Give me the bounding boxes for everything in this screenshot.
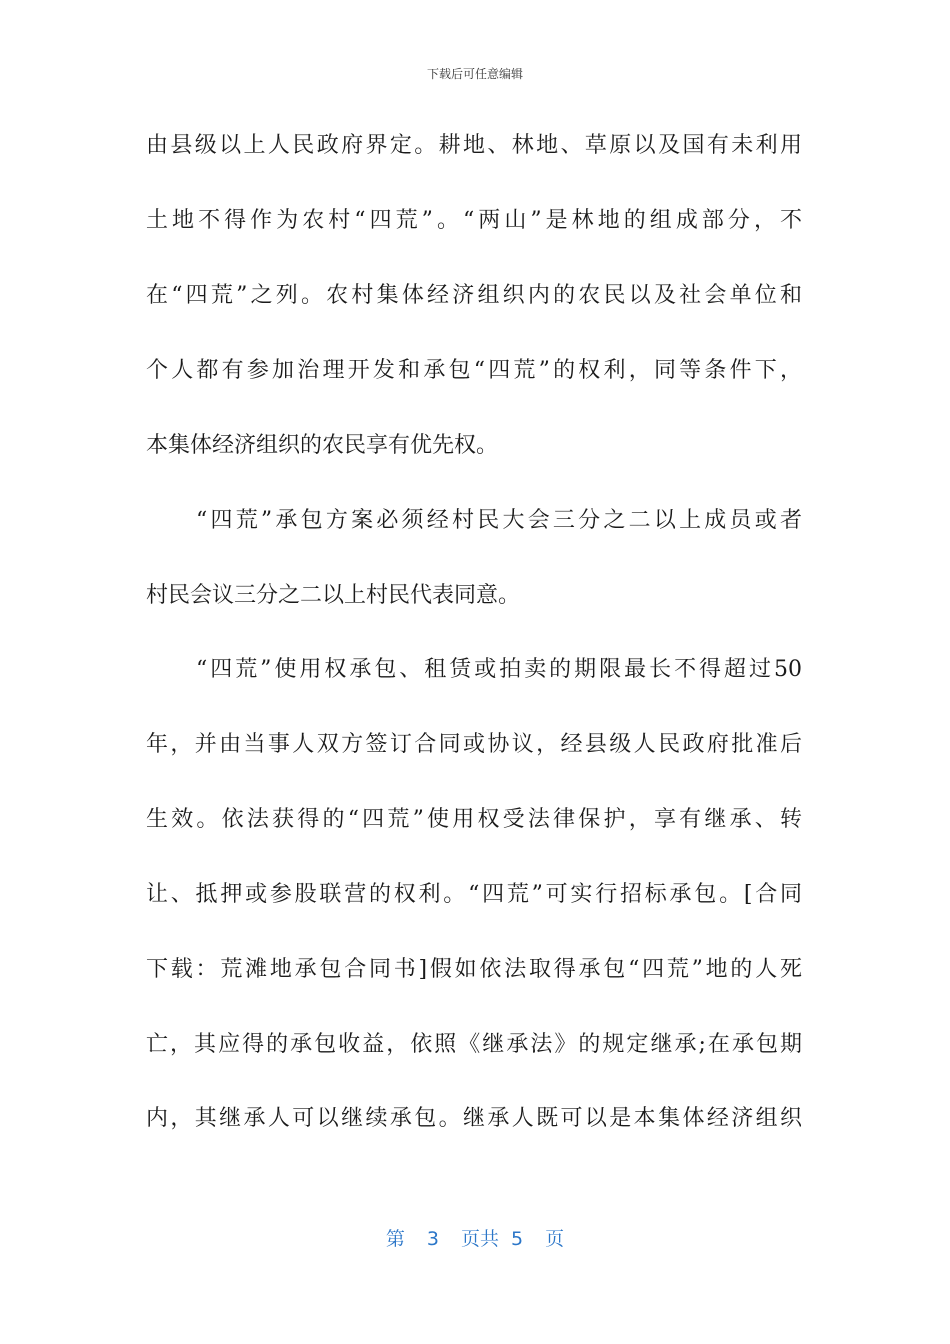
page-middle: 页共: [460, 1228, 499, 1250]
body-line: 村民会议三分之二以上村民代表同意。: [146, 583, 521, 608]
page-footer: [0, 1226, 950, 1252]
body-line: 由县级以上人民政府界定。耕地、林地、草原以及国有未利用: [146, 133, 802, 158]
body-line: 让、抵押或参股联营的权利。“四荒”可实行招标承包。[合同: [146, 882, 802, 907]
body-line: 土地不得作为农村“四荒”。“两山”是林地的组成部分，不: [146, 208, 802, 233]
body-line: “四荒”承包方案必须经村民大会三分之二以上成员或者: [196, 508, 802, 533]
page-header: 下载后可任意编辑: [426, 67, 523, 81]
body-line: 内，其继承人可以继续承包。继承人既可以是本集体经济组织: [146, 1106, 802, 1131]
body-line: 下载：荒滩地承包合同书]假如依法取得承包“四荒”地的人死: [146, 957, 802, 982]
body-line: 生效。依法获得的“四荒”使用权受法律保护，享有继承、转: [146, 807, 802, 832]
body-line: 在“四荒”之列。农村集体经济组织内的农民以及社会单位和: [146, 283, 802, 308]
page-prefix: 第: [385, 1228, 405, 1250]
current-page-number: 3: [426, 1228, 439, 1250]
body-line: 年，并由当事人双方签订合同或协议，经县级人民政府批准后: [146, 732, 802, 757]
body-line: 个人都有参加治理开发和承包“四荒”的权利，同等条件下，: [146, 358, 802, 383]
page-suffix: 页: [545, 1228, 565, 1250]
total-pages-number: 5: [511, 1228, 524, 1250]
body-line: 亡，其应得的承包收益，依照《继承法》的规定继承;在承包期: [146, 1032, 802, 1057]
body-line: 本集体经济组织的农民享有优先权。: [146, 433, 499, 458]
body-line: “四荒”使用权承包、租赁或拍卖的期限最长不得超过50: [196, 657, 802, 682]
